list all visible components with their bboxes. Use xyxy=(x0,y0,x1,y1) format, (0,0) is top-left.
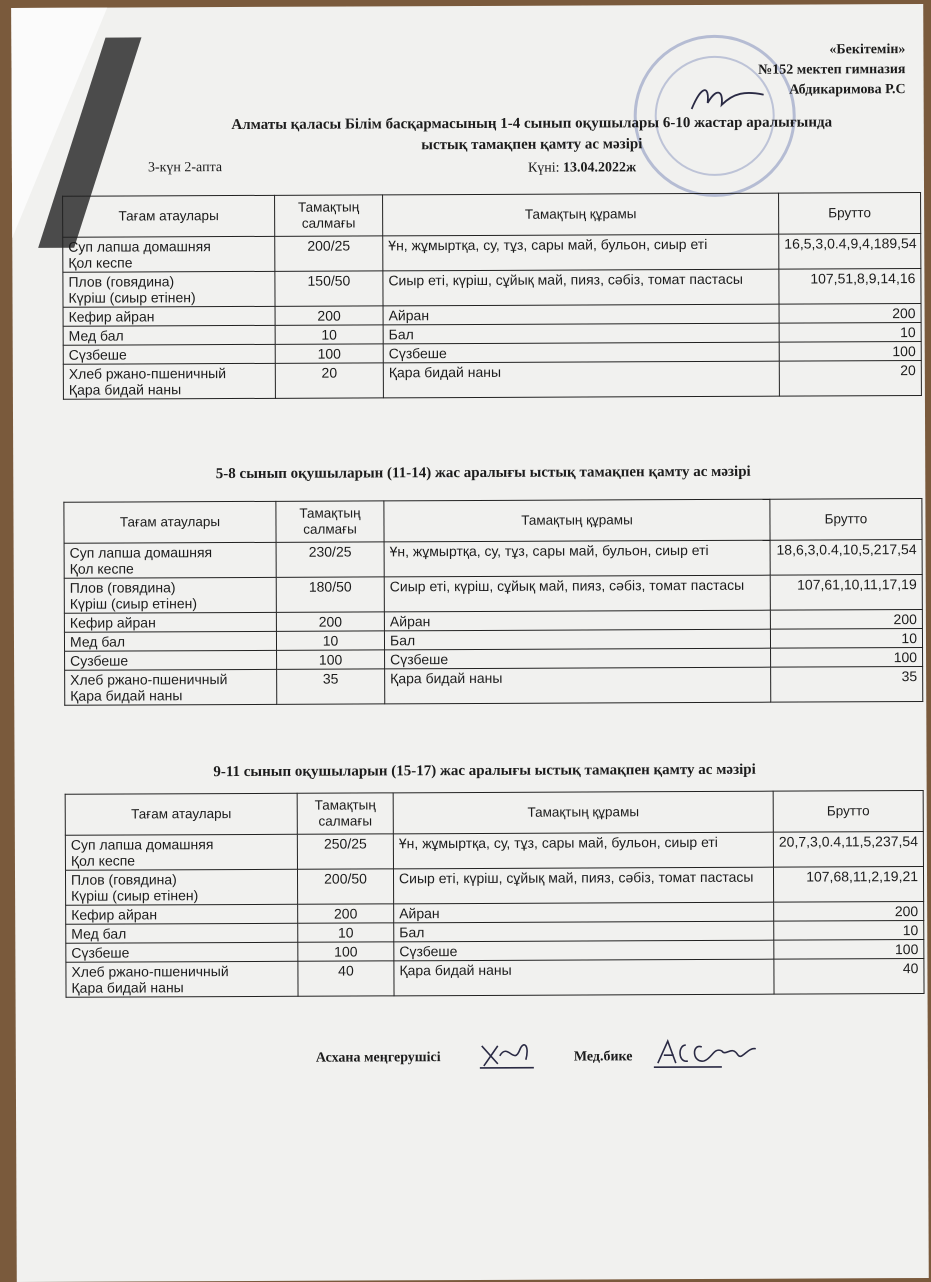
dish-composition: Сүзбеше xyxy=(383,342,779,363)
dish-weight: 100 xyxy=(298,942,394,961)
dish-brutto: 10 xyxy=(774,921,924,941)
dish-weight: 35 xyxy=(277,669,385,704)
dish-name-kz: Күріш (сиыр етінен) xyxy=(71,887,199,904)
dish-name: Сүзбеше xyxy=(63,344,275,364)
table-header-row xyxy=(64,499,922,544)
dish-name: Суп лапша домашняя xyxy=(68,238,211,255)
table-row xyxy=(66,959,924,998)
page-title-line2: ыстық тамақпен қамту ас мәзірі xyxy=(421,136,643,154)
dish-name-kz: Қол кеспе xyxy=(70,852,136,869)
dish-composition: Сиыр еті, күріш, сұйық май, пияз, сәбіз, томат пастасы xyxy=(393,867,773,904)
dish-brutto: 100 xyxy=(771,648,923,668)
dish-name: Хлеб ржано-пшеничный xyxy=(68,365,227,382)
table-row xyxy=(64,575,922,614)
dish-name-kz: Қол кеспе xyxy=(68,254,133,271)
dish-name: Хлеб ржано-пшеничный xyxy=(70,671,228,688)
dish-composition: Ұн, жұмыртқа, су, тұз, сары май, бульон, сиыр еті xyxy=(384,540,770,577)
dish-name: Мед бал xyxy=(63,325,275,345)
table-row xyxy=(63,361,921,400)
dish-weight: 150/50 xyxy=(275,271,383,306)
dish-weight: 10 xyxy=(298,923,394,942)
approval-org: №152 мектеп гимназия xyxy=(758,62,906,78)
dish-weight: 200 xyxy=(275,306,383,325)
dish-composition: Айран xyxy=(384,610,770,631)
header-composition: Тамақтың құрамы xyxy=(393,791,773,834)
dish-brutto: 200 xyxy=(779,304,921,324)
dish-name-kz: Қара бидай наны xyxy=(71,979,184,996)
document-page xyxy=(11,4,929,1282)
dish-name: Мед бал xyxy=(64,631,276,651)
table-row xyxy=(64,540,922,579)
dish-brutto: 107,68,11,2,19,21 xyxy=(773,867,923,903)
kitchen-manager-label: Асхана меңгерушісі xyxy=(315,1050,441,1066)
header-name: Тағам атаулары xyxy=(65,793,297,835)
dish-composition: Қара бидай наны xyxy=(385,667,771,704)
dish-name: Плов (говядина) xyxy=(70,871,177,888)
dish-name: Мед бал xyxy=(66,923,298,943)
table-row xyxy=(63,234,921,273)
dish-name: Плов (говядина) xyxy=(69,579,176,596)
dish-composition: Қара бидай наны xyxy=(394,959,774,996)
dish-brutto: 40 xyxy=(774,959,924,995)
dish-weight: 40 xyxy=(298,961,394,996)
dish-weight: 250/25 xyxy=(297,834,393,869)
dish-composition: Айран xyxy=(383,304,779,325)
approval-label: «Бекітемін» xyxy=(829,42,906,58)
dish-brutto: 100 xyxy=(774,940,924,960)
dish-name-kz: Күріш (сиыр етінен) xyxy=(68,289,196,306)
dish-name: Плов (говядина) xyxy=(68,273,175,290)
dish-weight: 200 xyxy=(276,612,384,631)
dish-name-kz: Қол кеспе xyxy=(69,560,134,577)
approval-name: Абдикаримова Р.С xyxy=(789,82,906,98)
dish-composition: Сүзбеше xyxy=(385,648,771,669)
dish-name: Сузбеше xyxy=(65,650,277,670)
header-brutto: Брутто xyxy=(770,499,922,541)
dish-name-kz: Қара бидай наны xyxy=(68,381,182,398)
dish-composition: Сиыр еті, күріш, сұйық май, пияз, сәбіз, томат пастасы xyxy=(384,575,770,612)
header-composition: Тамақтың құрамы xyxy=(383,193,779,236)
dish-weight: 20 xyxy=(275,363,383,398)
dish-weight: 180/50 xyxy=(276,577,384,612)
dish-weight: 200/50 xyxy=(297,869,393,904)
approval-block xyxy=(758,40,906,101)
dish-name-kz: Күріш (сиыр етінен) xyxy=(69,595,198,612)
header-name: Тағам атаулары xyxy=(63,195,275,237)
director-signature xyxy=(688,81,768,117)
table-row xyxy=(65,832,923,871)
dish-name-kz: Қара бидай наны xyxy=(70,687,183,704)
dish-weight: 10 xyxy=(275,325,383,344)
dish-name: Кефир айран xyxy=(63,306,275,326)
date-value: 13.04.2022ж xyxy=(563,160,637,176)
dish-name: Суп лапша домашняя xyxy=(70,836,214,853)
dish-name: Сүзбеше xyxy=(66,942,298,962)
menu-table-2 xyxy=(63,498,923,706)
dish-brutto: 107,51,8,9,14,16 xyxy=(779,269,921,305)
dish-name: Кефир айран xyxy=(64,612,276,632)
dish-brutto: 35 xyxy=(771,667,923,703)
dish-weight: 100 xyxy=(275,344,383,363)
dish-brutto: 16,5,3,0.4,9,4,189,54 xyxy=(779,234,921,270)
dish-composition: Бал xyxy=(383,323,779,344)
dish-composition: Ұн, жұмыртқа, су, тұз, сары май, бульон, сиыр еті xyxy=(393,832,773,869)
dish-name: Хлеб ржано-пшеничный xyxy=(71,963,229,980)
dish-brutto: 10 xyxy=(770,629,922,649)
header-weight: Тамақтың салмағы xyxy=(297,793,393,834)
dish-brutto: 200 xyxy=(774,902,924,922)
dish-composition: Бал xyxy=(384,629,770,650)
page-title xyxy=(162,112,902,157)
dish-weight: 10 xyxy=(276,631,384,650)
section-title-9-11: 9-11 сынып оқушыларын (15-17) жас аралығы ыстық тамақпен қамту ас мәзірі xyxy=(213,761,756,781)
date-label: Күні: xyxy=(527,160,560,176)
menu-table-3 xyxy=(65,790,925,998)
dish-weight: 200/25 xyxy=(275,236,383,271)
dish-brutto: 200 xyxy=(770,610,922,630)
kitchen-manager-signature xyxy=(478,1036,538,1072)
dish-composition: Бал xyxy=(394,921,774,942)
header-brutto: Брутто xyxy=(779,193,921,235)
dish-composition: Сүзбеше xyxy=(394,940,774,961)
dish-name: Суп лапша домашняя xyxy=(69,544,213,561)
nurse-label: Мед.бике xyxy=(573,1049,633,1065)
dish-weight: 100 xyxy=(277,650,385,669)
dish-weight: 230/25 xyxy=(276,542,384,577)
dish-composition: Сиыр еті, күріш, сұйық май, пияз, сәбіз, томат пастасы xyxy=(383,269,779,306)
section-title-5-8: 5-8 сынып оқушыларын (11-14) жас аралығы ыстық тамақпен қамту ас мәзірі xyxy=(215,463,751,483)
menu-table-1 xyxy=(62,192,922,400)
dish-brutto: 100 xyxy=(779,342,921,362)
dish-weight: 200 xyxy=(298,904,394,923)
dish-composition: Ұн, жұмыртқа, су, тұз, сары май, бульон, сиыр еті xyxy=(383,234,779,271)
table-row xyxy=(63,269,921,308)
header-brutto: Брутто xyxy=(773,791,923,833)
header-name: Тағам атаулары xyxy=(64,501,276,543)
dish-brutto: 20,7,3,0.4,11,5,237,54 xyxy=(773,832,923,868)
nurse-signature xyxy=(652,1033,762,1073)
date-line xyxy=(528,160,636,176)
dish-brutto: 18,6,3,0.4,10,5,217,54 xyxy=(770,540,922,576)
table-header-row xyxy=(63,193,921,238)
header-weight: Тамақтың салмағы xyxy=(276,501,384,542)
table-row xyxy=(65,867,923,906)
dish-composition: Айран xyxy=(394,902,774,923)
table-header-row xyxy=(65,791,923,836)
day-week: 3-күн 2-апта xyxy=(147,160,223,176)
dish-composition: Қара бидай наны xyxy=(383,361,779,398)
dish-brutto: 20 xyxy=(779,361,921,397)
table-row xyxy=(65,667,923,706)
page-title-line1: Алматы қаласы Білім басқармасының 1-4 сынып оқушылары 6-10 жастар аралығында xyxy=(231,114,833,134)
header-weight: Тамақтың салмағы xyxy=(275,195,383,236)
dish-brutto: 10 xyxy=(779,323,921,343)
dish-name: Кефир айран xyxy=(66,904,298,924)
header-composition: Тамақтың құрамы xyxy=(384,499,770,542)
dish-brutto: 107,61,10,11,17,19 xyxy=(770,575,922,611)
